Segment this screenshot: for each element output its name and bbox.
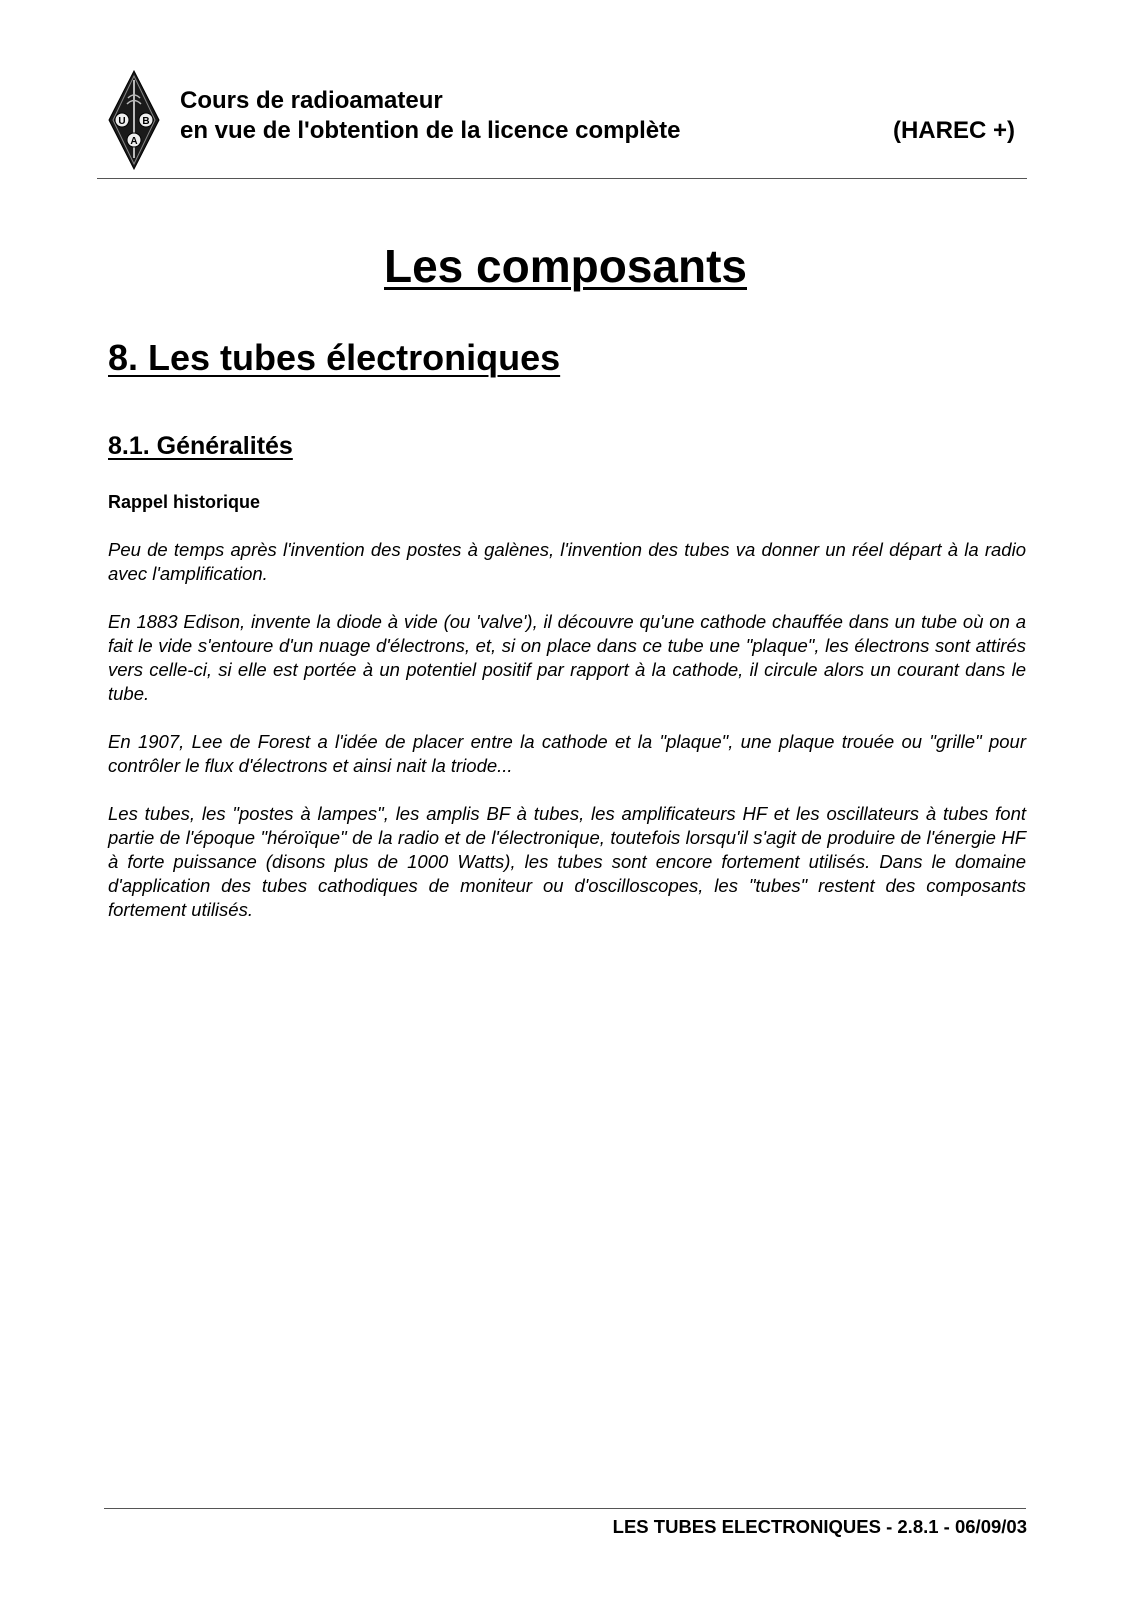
page-header	[97, 66, 1027, 179]
header-license-tag: (HAREC +)	[892, 117, 1015, 144]
header-course-title: Cours de radioamateur	[180, 87, 443, 114]
page-title-text: Les composants	[384, 240, 747, 292]
rappel-heading: Rappel historique	[108, 492, 261, 512]
page-footer: LES TUBES ELECTRONIQUES - 2.8.1 - 06/09/03	[612, 1516, 1027, 1537]
paragraph: En 1907, Lee de Forest a l'idée de placer entre la cathode et la "plaque", une plaque trouée ou "grille" pour contrôler le flux d'électrons et ainsi nait la triode...	[108, 731, 1026, 776]
uba-logo-icon	[107, 70, 161, 170]
footer-divider	[104, 1508, 1026, 1509]
body-text	[108, 538, 1026, 946]
paragraph: Les tubes, les "postes à lampes", les amplis BF à tubes, les amplificateurs HF et les oscillateurs à tubes font partie de l'époque "héroïque" de la radio et de l'électronique, toutefois lorsqu'il s'agit de produire de l'énergie HF à forte puissance (disons plus de 1000 Watts), les tubes sont encore fortement utilisés. Dans le domaine d'application des tubes cathodiques de moniteur ou d'oscilloscopes, les "tubes" restent des composants fortement utilisés.	[108, 803, 1026, 920]
svg-text:U: U	[118, 116, 126, 127]
svg-text:A: A	[130, 136, 138, 147]
header-course-subtitle: en vue de l'obtention de la licence complète	[180, 117, 681, 144]
paragraph: En 1883 Edison, invente la diode à vide (ou 'valve'), il découvre qu'une cathode chauffée dans un tube où on a fait le vide s'entoure d'un nuage d'électrons, et, si on place dans ce tube une "plaque", les électrons sont attirés vers celle-ci, si elle est portée à un potentiel positif par rapport à la cathode, il circule alors un courant dans le tube.	[108, 611, 1026, 704]
page-title	[0, 238, 1131, 294]
section-heading: 8. Les tubes électroniques	[108, 337, 561, 378]
paragraph: Peu de temps après l'invention des postes à galènes, l'invention des tubes va donner un réel départ à la radio avec l'amplification.	[108, 539, 1026, 584]
subsection-heading: 8.1. Généralités	[108, 432, 293, 460]
svg-text:B: B	[142, 116, 150, 127]
